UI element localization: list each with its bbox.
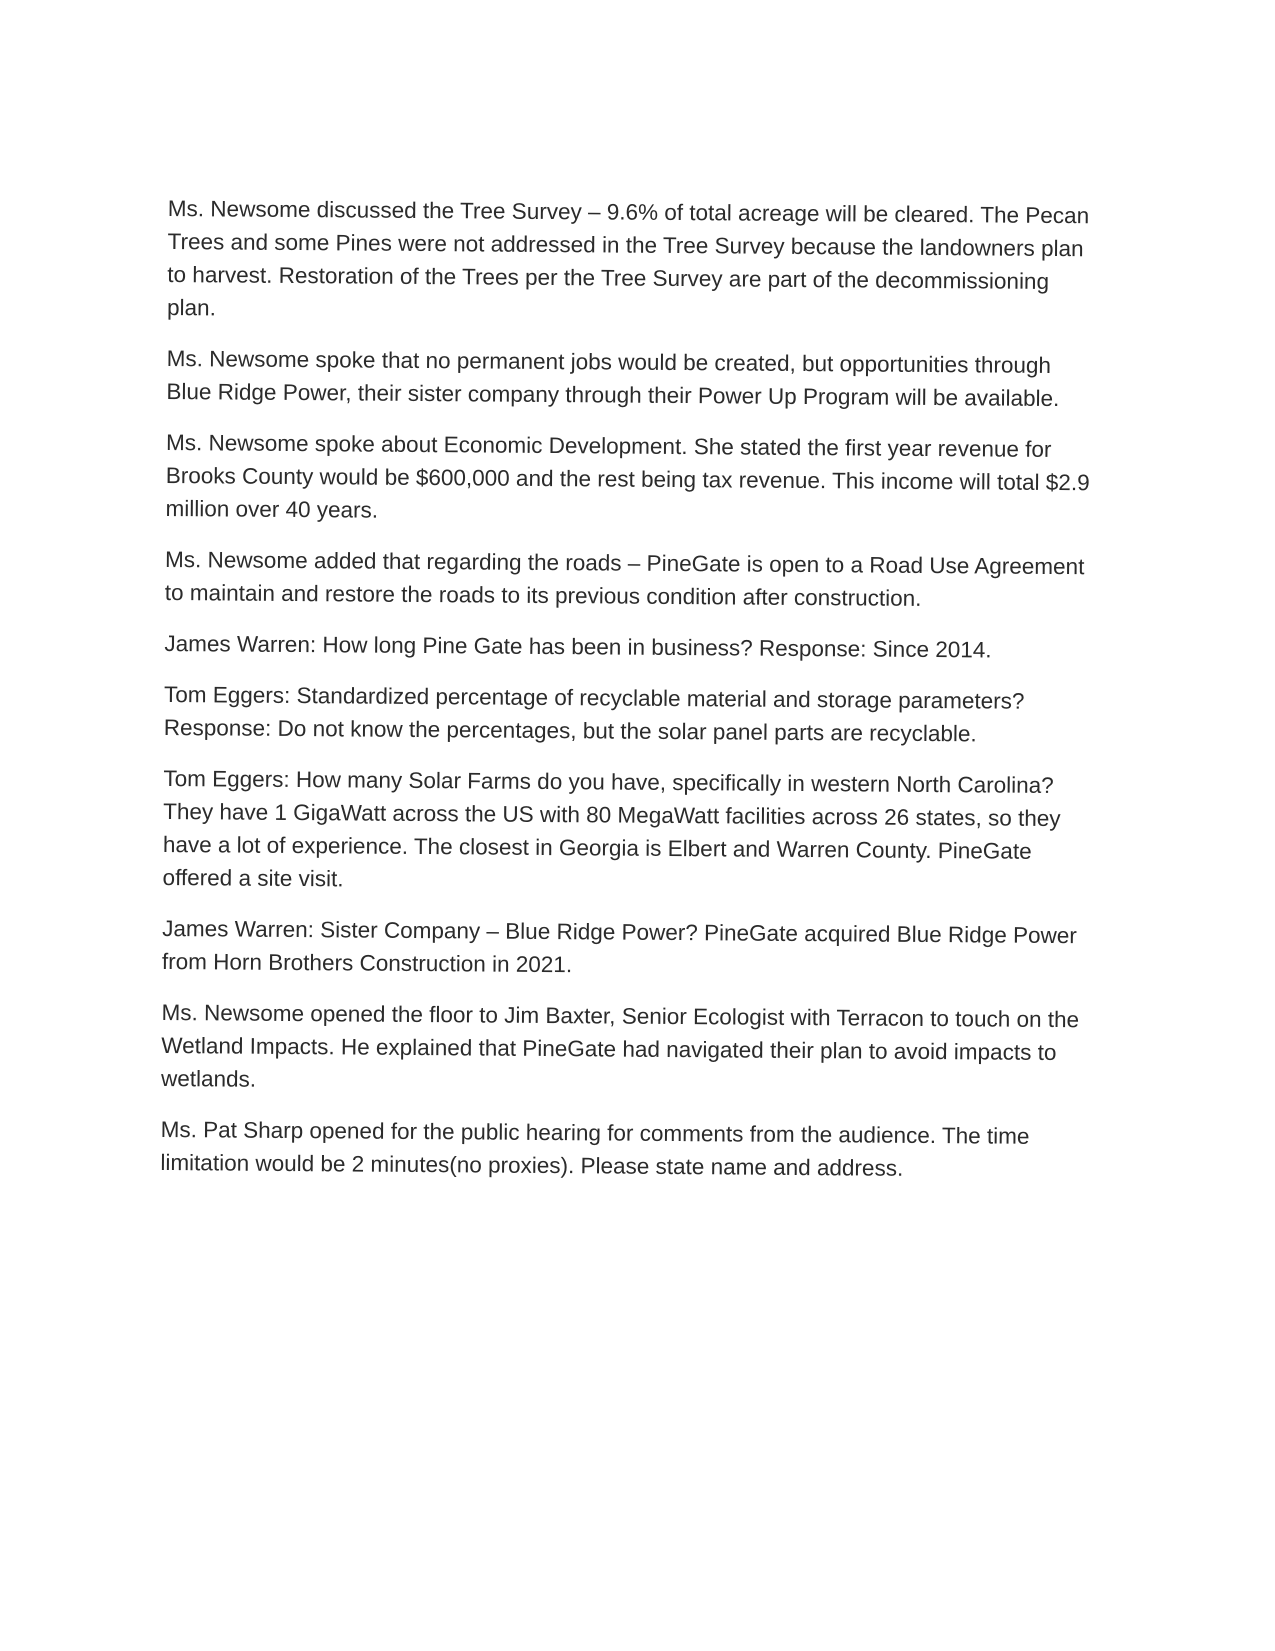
paragraph-roads: Ms. Newsome added that regarding the roads – PineGate is open to a Road Use Agreement to maintain and restore the roads to its previous condition after construction.: [164, 546, 1085, 611]
paragraph-wetland-impacts: Ms. Newsome opened the floor to Jim Baxter, Senior Ecologist with Terracon to touch on the Wetland Impacts. He explained that PineGate had navigated their plan to avoid impacts to wetlands.: [160, 999, 1080, 1092]
paragraph-tree-survey: Ms. Newsome discussed the Tree Survey – 9.6% of total acreage will be cleared. The Pecan Trees and some Pines were not addressed in the Tree Survey because the landowners plan to harvest. Restoration of the Trees per the Tree Survey are part of the decommissioning plan.: [166, 195, 1090, 321]
paragraph-public-hearing: Ms. Pat Sharp opened for the public hearing for comments from the audience. The time limitation would be 2 minutes(no proxies). Please state name and address.: [160, 1116, 1030, 1181]
paragraph-economic-development: Ms. Newsome spoke about Economic Development. She stated the first year revenue for Brooks County would be $600,000 and the rest being tax revenue. This income will total $2.9 million over 40 years.: [165, 429, 1090, 523]
paragraph-question-business-age: James Warren: How long Pine Gate has been in business? Response: Since 2014.: [164, 630, 992, 663]
paragraph-jobs: Ms. Newsome spoke that no permanent jobs would be created, but opportunities through Blue Ridge Power, their sister company through their Power Up Program will be available.: [166, 345, 1060, 412]
paragraph-question-sister-company: James Warren: Sister Company – Blue Ridge Power? PineGate acquired Blue Ridge Power from Horn Brothers Construction in 2021.: [161, 915, 1077, 978]
paragraph-question-solar-farms: Tom Eggers: How many Solar Farms do you have, specifically in western North Carolina? They have 1 GigaWatt across the US with 80 MegaWatt facilities across 26 states, so they have a lot of experience. The closest in Georgia is Elbert and Warren County. PineGate offered a site visit.: [162, 765, 1061, 892]
meeting-minutes-body: [160, 192, 1100, 1204]
paragraph-question-recyclable: Tom Eggers: Standardized percentage of recyclable material and storage parameters? Response: Do not know the percentages, but the solar panel parts are recyclable.: [163, 681, 1025, 747]
